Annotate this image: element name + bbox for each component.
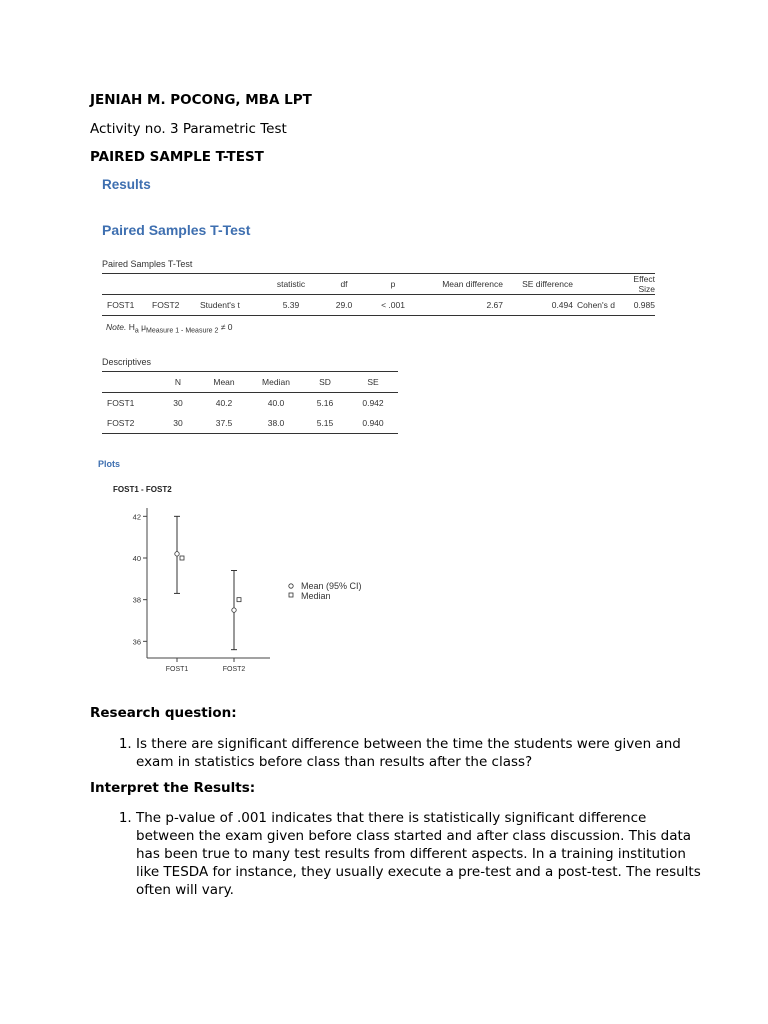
desc-cell: 30 — [173, 398, 183, 408]
legend-median-marker — [289, 593, 293, 597]
plot-title: FOST1 - FOST2 — [113, 485, 172, 494]
desc-cell: FOST2 — [102, 413, 158, 434]
th-mean: Mean — [198, 372, 250, 393]
th-col2 — [152, 274, 200, 295]
legend-median-label: Median — [301, 591, 331, 601]
research-question-list — [112, 735, 696, 771]
cell-measure1: FOST1 — [102, 295, 152, 316]
results-heading: Results — [102, 177, 151, 192]
cell-se-difference: 0.494 — [503, 295, 573, 316]
plots-heading: Plots — [98, 459, 121, 469]
legend-mean-marker — [289, 584, 293, 588]
cell-effect-type: Cohen's d — [573, 295, 615, 316]
th-n: N — [158, 372, 198, 393]
median-point — [180, 556, 184, 560]
cell-statistic: 5.39 — [262, 295, 320, 316]
x-tick-label: FOST1 — [165, 666, 189, 673]
descriptives-table — [102, 371, 398, 434]
descriptives-plot — [120, 505, 390, 675]
descriptives-caption: Descriptives — [102, 357, 152, 367]
desc-cell: 5.15 — [302, 413, 348, 434]
note-sub: Measure 1 - Measure 2 — [146, 327, 219, 335]
th-col3 — [200, 274, 262, 295]
th-df: df — [320, 274, 368, 295]
th-col9 — [573, 274, 615, 295]
list-item: 1. The p-value of .001 indicates that there is statistically significant difference between the exam given before class started and after class discussion. This data has been true to many test results from different aspects. In a training institution like TESDA for instance, they usually execute a pre-test and a post-test. The results often will vary. — [136, 809, 702, 899]
desc-cell: 37.5 — [198, 413, 250, 434]
research-question-heading: Research question: — [90, 705, 237, 721]
test-title: PAIRED SAMPLE T-TEST — [90, 149, 264, 165]
cell-test: Student's t — [200, 295, 262, 316]
activity-title: Activity no. 3 Parametric Test — [90, 121, 287, 137]
note-rel: ≠ 0 — [220, 322, 233, 332]
desc-cell: 0.940 — [348, 413, 398, 434]
desc-cell: 38.0 — [250, 413, 302, 434]
th-se-difference: SE difference — [503, 274, 573, 295]
y-tick-label: 38 — [132, 595, 141, 605]
desc-cell: 0.942 — [362, 398, 384, 408]
y-tick-label: 42 — [132, 512, 141, 522]
cell-df: 29.0 — [320, 295, 368, 316]
cell-mean-difference: 2.67 — [418, 295, 503, 316]
th-median: Median — [250, 372, 302, 393]
y-tick-label: 36 — [132, 637, 141, 647]
th-se: SE — [348, 372, 398, 393]
ttest-table-caption: Paired Samples T-Test — [102, 259, 193, 269]
note-h: H — [128, 322, 135, 332]
note-mu: μ — [141, 322, 147, 332]
legend-mean-label: Mean (95% CI) — [301, 581, 362, 591]
y-tick-label: 40 — [132, 554, 141, 563]
table-row — [102, 393, 398, 414]
th-mean-difference: Mean difference — [418, 274, 503, 295]
x-tick-label: FOST2 — [222, 666, 246, 673]
desc-cell: 40.0 — [267, 398, 285, 408]
cell-p: < .001 — [368, 295, 418, 316]
note-label: Note. — [106, 322, 127, 332]
ttest-table — [102, 273, 655, 316]
mean-point — [232, 608, 236, 612]
list-item: 1. Is there are significant difference between the time the students were given and exam in statistics before class than results after the class? — [136, 735, 696, 771]
cell-effect-size: 0.985 — [615, 295, 655, 316]
th-col1 — [102, 274, 152, 295]
median-point — [237, 598, 241, 602]
desc-cell: 5.16 — [316, 398, 334, 408]
interpret-heading: Interpret the Results: — [90, 780, 256, 796]
th-effect-size: Effect Size — [615, 274, 655, 295]
mean-point — [175, 552, 179, 556]
note-a: a — [134, 327, 139, 335]
th-desc-blank — [102, 372, 158, 393]
th-statistic: statistic — [262, 274, 320, 295]
author-name: JENIAH M. POCONG, MBA LPT — [90, 92, 312, 108]
th-p: p — [368, 274, 418, 295]
cell-measure2: FOST2 — [152, 295, 200, 316]
table-note — [106, 322, 233, 335]
paired-ttest-heading: Paired Samples T-Test — [102, 222, 251, 238]
desc-cell: 40.2 — [215, 398, 233, 408]
interpret-list — [112, 809, 702, 899]
table-row — [102, 413, 398, 434]
th-sd: SD — [302, 372, 348, 393]
table-row — [102, 295, 655, 316]
desc-cell: 30 — [158, 413, 198, 434]
desc-cell: FOST1 — [107, 398, 135, 408]
